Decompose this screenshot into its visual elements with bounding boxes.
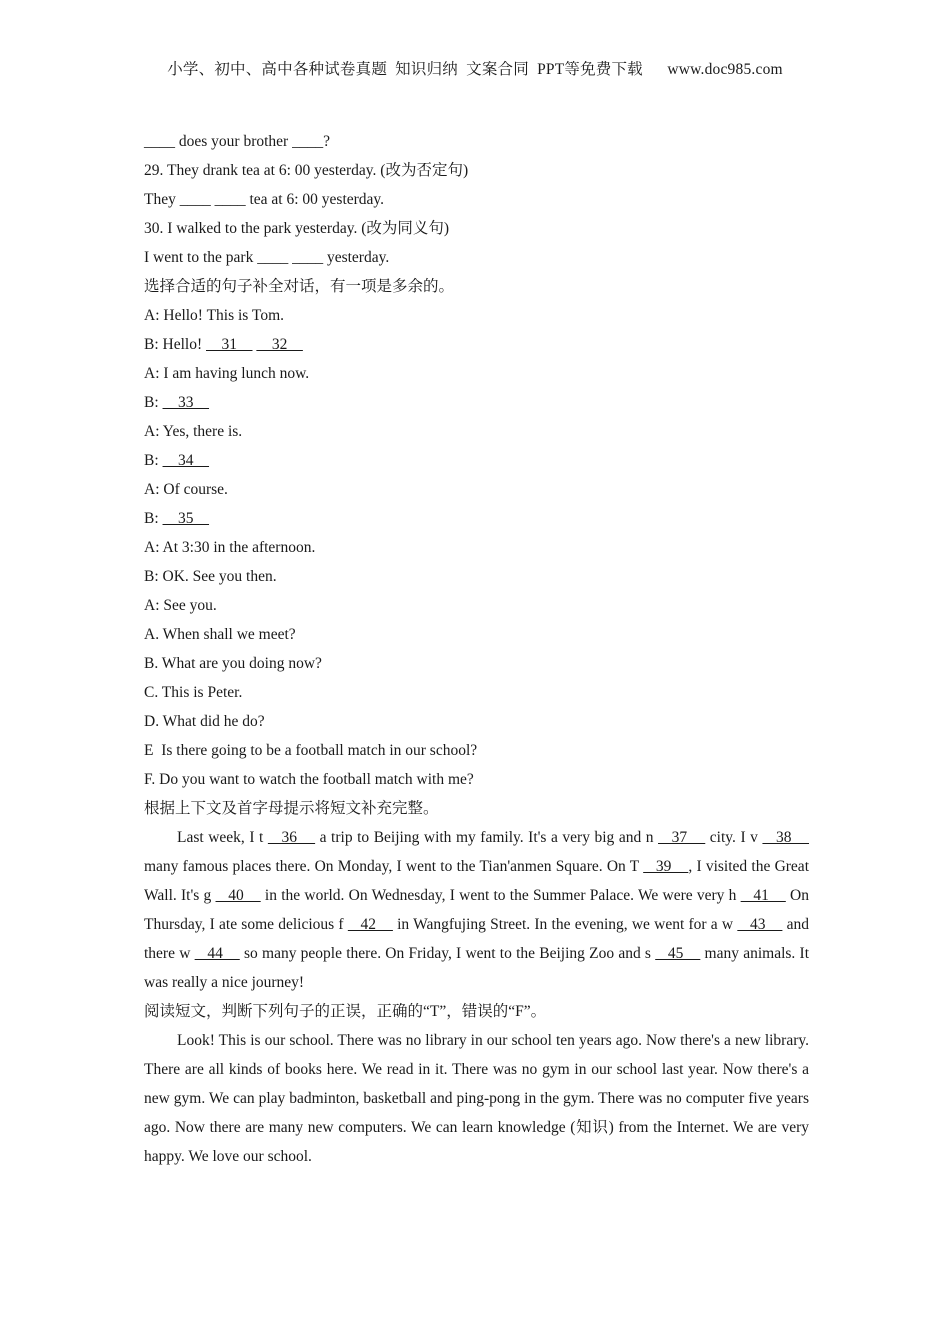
blank-40: 40 [215, 887, 261, 904]
blank-37: 37 [658, 829, 706, 846]
cloze-text: city. I v [705, 829, 763, 846]
blank-41: 41 [740, 887, 786, 904]
dialog-line: A: I am having lunch now. [144, 365, 310, 382]
cloze-text: On Thursday, I ate some delicious f [144, 887, 809, 933]
question-28-answer-line: ____ does your brother ____? [144, 133, 330, 150]
blank-45: 45 [655, 945, 701, 962]
dialog-line: A: Hello! This is Tom. [144, 307, 284, 324]
dialog-line-blank-35 [144, 504, 809, 533]
blank-31: 31 [206, 336, 253, 353]
blank-34: 34 [162, 452, 210, 469]
dialog-line-blank-34 [144, 446, 809, 475]
dialog-line: A: See you. [144, 597, 217, 614]
dialog-prefix: B: [144, 394, 163, 411]
cloze-text: a trip to Beijing with my family. It's a very big and n [315, 829, 659, 846]
blank-36: 36 [267, 829, 316, 846]
question-30-answer-line: I went to the park ____ ____ yesterday. [144, 249, 390, 266]
option-e: E Is there going to be a football match in our school? [144, 742, 478, 759]
cloze-text: , I visited the Great Wall. It's g [144, 858, 809, 904]
blank-35: 35 [162, 510, 210, 527]
option-d: D. What did he do? [144, 713, 265, 730]
cloze-text: so many people there. On Friday, I went to the Beijing Zoo and s [239, 945, 656, 962]
question-30: 30. I walked to the park yesterday. (改为同义句) [144, 220, 450, 237]
reading-passage: Look! This is our school. There was no library in our school ten years ago. Now there's a new library. There are all kinds of books here. We read in it. There was no gym in our school last year. Now there's a new gym. We can play badminton, basketball and ping-pong in the gym. There was no computer five years ago. Now there are many new computers. We can learn knowledge (知识) from the Internet. We are very happy. We love our school. [144, 1032, 809, 1165]
cloze-text: in Wangfujing Street. In the evening, we went for a w [392, 916, 738, 933]
option-a: A. When shall we meet? [144, 626, 296, 643]
dialog-line-blank-33 [144, 388, 809, 417]
option-f: F. Do you want to watch the football match with me? [144, 771, 474, 788]
cloze-text: many famous places there. On Monday, I went to the Tian'anmen Square. On T [144, 858, 644, 875]
option-b: B. What are you doing now? [144, 655, 322, 672]
blank-32: 32 [256, 336, 303, 353]
dialog-instruction: 选择合适的句子补全对话，有一项是多余的。 [144, 278, 455, 295]
worksheet-content [144, 127, 809, 1171]
blank-33: 33 [162, 394, 210, 411]
dialog-line-blanks-31-32 [144, 330, 809, 359]
dialog-line: A: At 3:30 in the afternoon. [144, 539, 316, 556]
blank-39: 39 [643, 858, 689, 875]
blank-42: 42 [347, 916, 393, 933]
dialog-line: A: Yes, there is. [144, 423, 243, 440]
blank-38: 38 [762, 829, 810, 846]
question-29-answer-line: They ____ ____ tea at 6: 00 yesterday. [144, 191, 385, 208]
cloze-text: many animals. It was really a nice journey! [144, 945, 810, 991]
cloze-passage [144, 823, 809, 997]
cloze-text: and there w [144, 916, 810, 962]
blank-43: 43 [737, 916, 783, 933]
cloze-text: Last week, I t [177, 829, 268, 846]
cloze-text: in the world. On Wednesday, I went to the Summer Palace. We were very h [260, 887, 741, 904]
blank-44: 44 [194, 945, 240, 962]
option-c: C. This is Peter. [144, 684, 243, 701]
cloze-instruction: 根据上下文及首字母提示将短文补充完整。 [144, 800, 439, 817]
dialog-prefix: B: [144, 510, 163, 527]
page-header: 小学、初中、高中各种试卷真题 知识归纳 文案合同 PPT等免费下载 www.doc985.com [167, 61, 783, 78]
dialog-prefix: B: [144, 452, 163, 469]
dialog-prefix: B: Hello! [144, 336, 206, 353]
dialog-line: A: Of course. [144, 481, 228, 498]
question-29: 29. They drank tea at 6: 00 yesterday. (改为否定句) [144, 162, 469, 179]
reading-instruction: 阅读短文，判断下列句子的正误，正确的“T”，错误的“F”。 [144, 1003, 547, 1020]
dialog-line: B: OK. See you then. [144, 568, 277, 585]
